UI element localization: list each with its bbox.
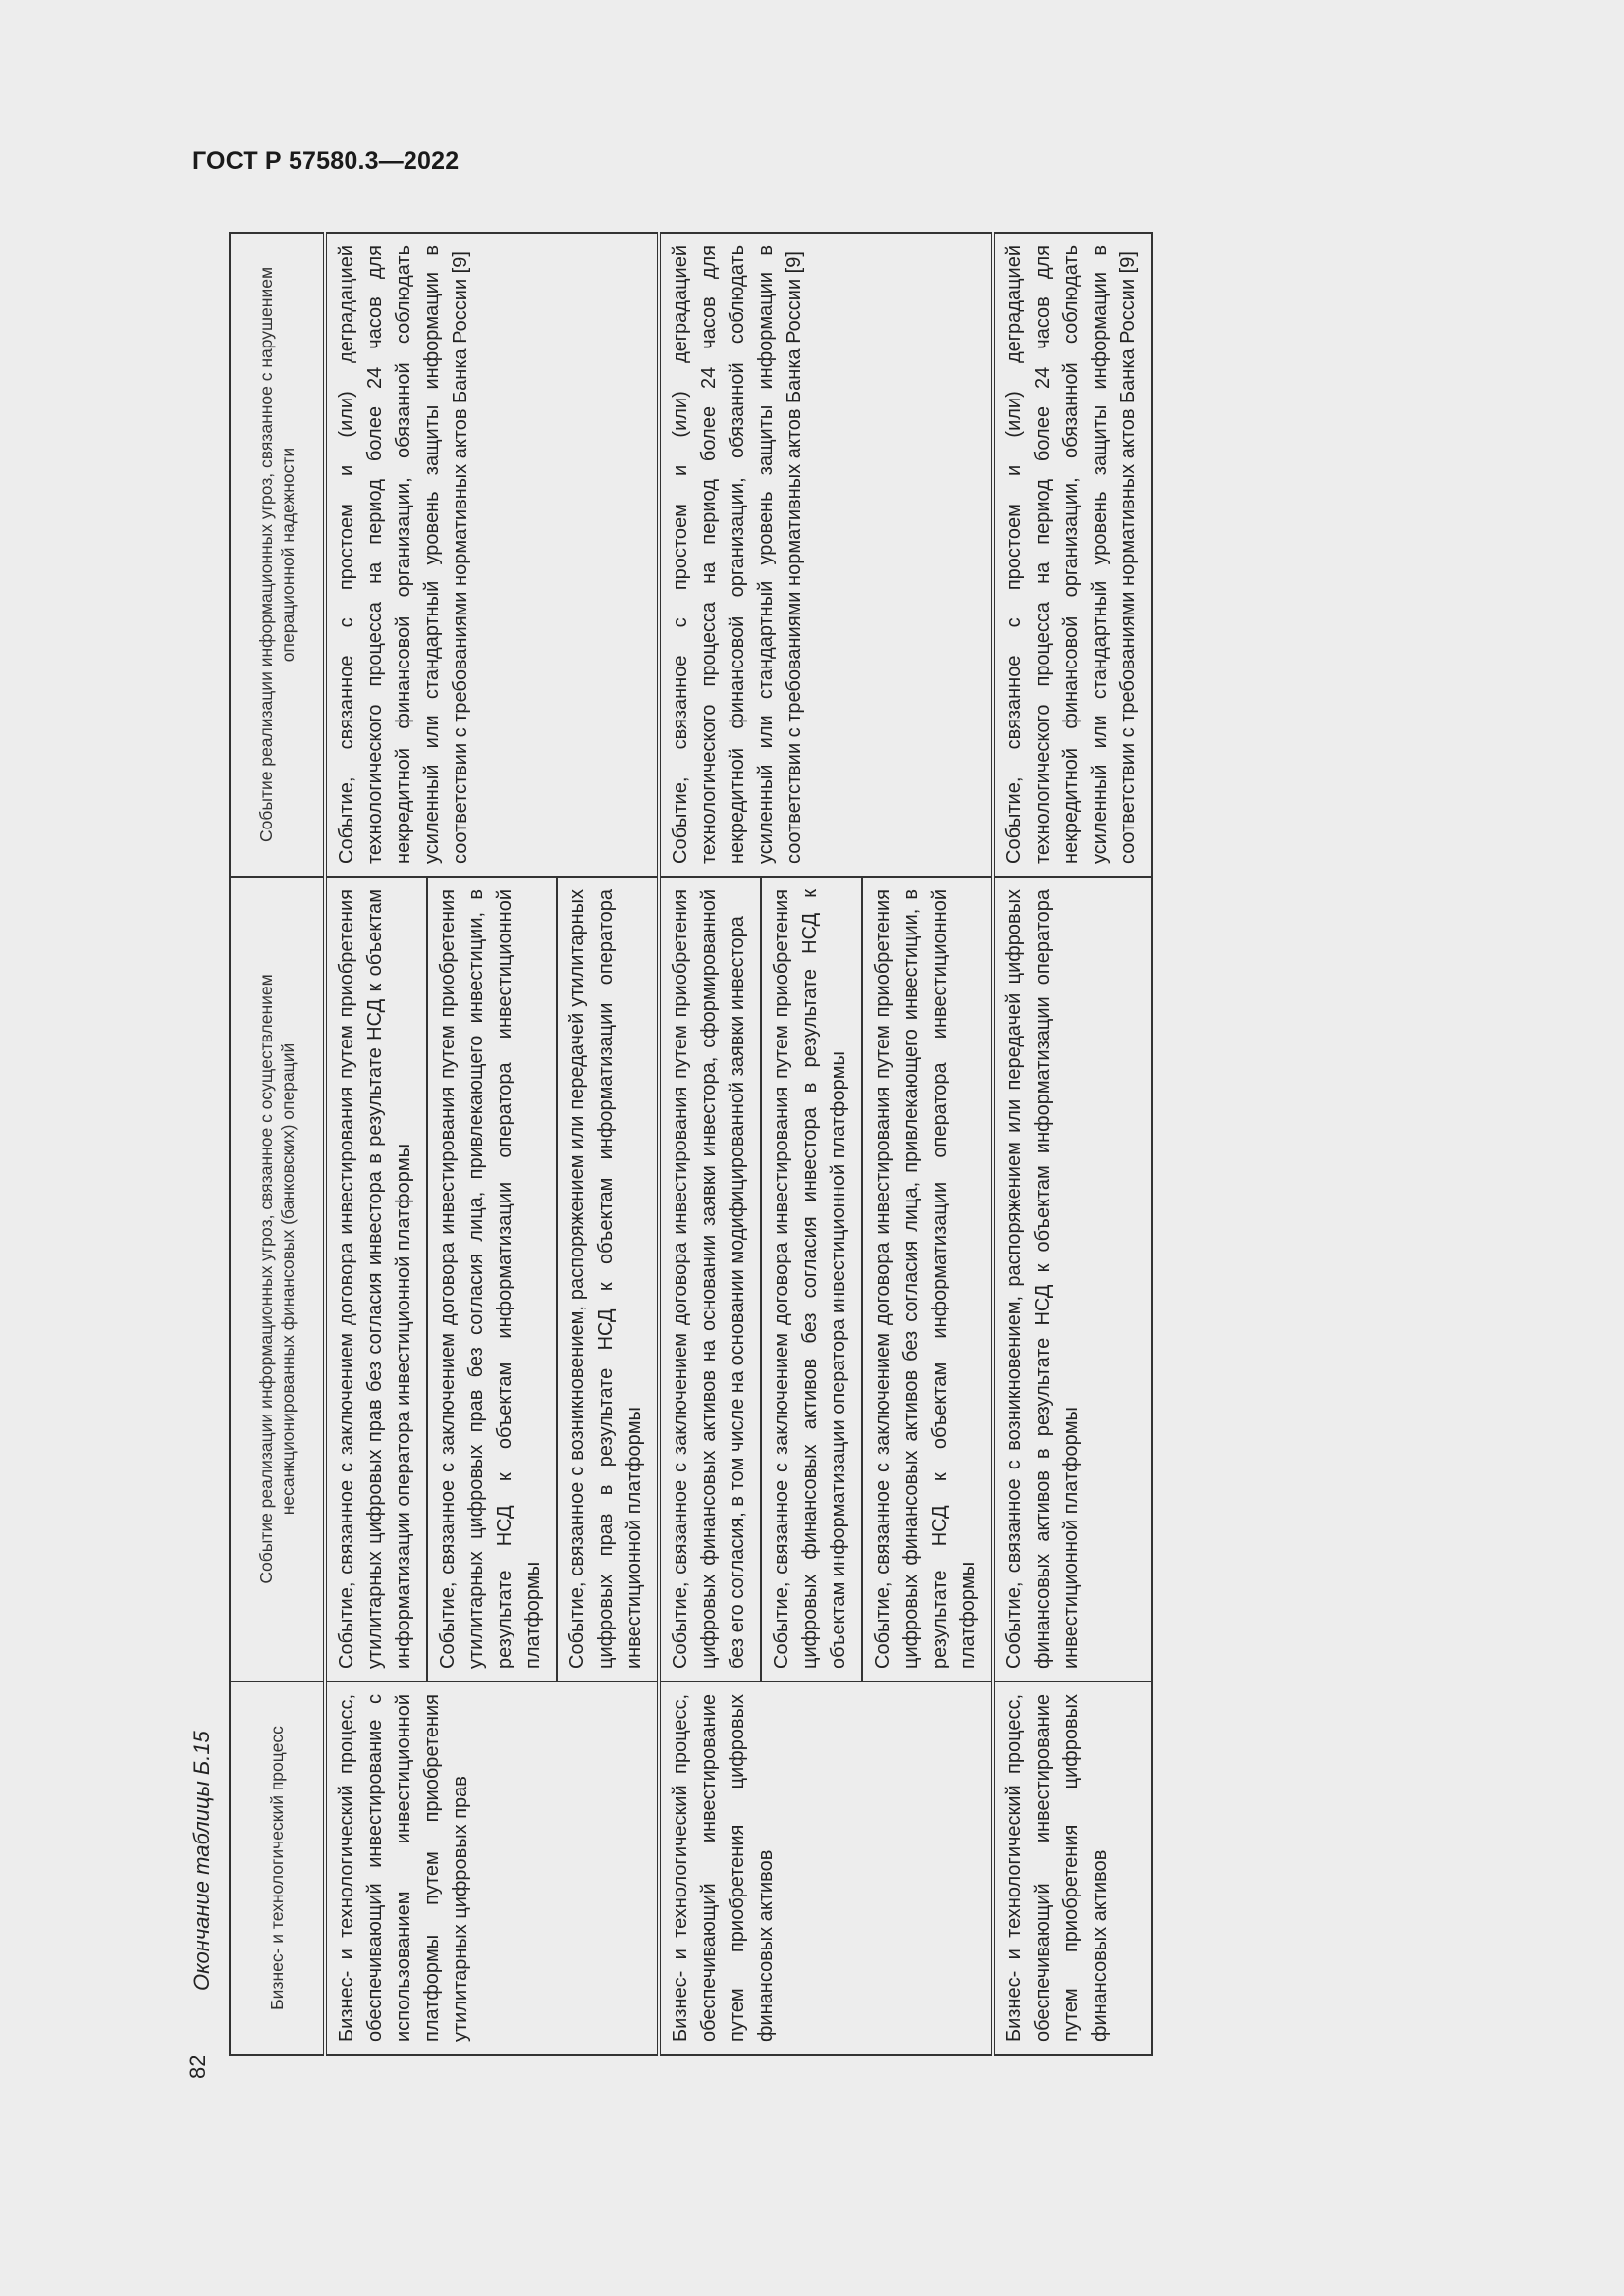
- document-header: ГОСТ Р 57580.3—2022: [192, 147, 460, 175]
- financial-event-cell: Событие, связанное с возникновением, распоряжением или передачей цифровых финансовых активов в результате НСД к объектам информатизации оператора инвестиционной платформы: [993, 877, 1152, 1682]
- table-row: [993, 233, 1152, 2055]
- reliability-event-cell: Событие, связанное с простоем и (или) деградацией технологического процесса на период более 24 часов для некредитной финансовой организации, обязанной соблюдать усиленный или стандартный уровень защиты информации в соответствии с требованиями нормативных актов Банка России [9]: [325, 233, 659, 877]
- column-header-process: Бизнес- и технологический процесс: [230, 1682, 325, 2055]
- financial-event-cell: Событие, связанное с заключением договора инвестирования путем приобретения цифровых финансовых активов без согласия инвестора в результате НСД к объектам информатизации оператора инвестиционной платформы: [761, 877, 862, 1682]
- financial-event-cell: Событие, связанное с заключением договора инвестирования путем приобретения цифровых финансовых активов на основании заявки инвестора, сформированной без его согласия, в том числе на основании модифицированной заявки инвестора: [659, 877, 761, 1682]
- process-cell: Бизнес- и технологический процесс, обеспечивающий инвестирование с использованием инвестиционной платформы путем приобретения утилитарных цифровых прав: [325, 1682, 659, 2055]
- table-header-row: [230, 233, 325, 2055]
- financial-event-cell: Событие, связанное с заключением договора инвестирования путем приобретения утилитарных цифровых прав без согласия лица, привлекающего инвестиции, в результате НСД к объектам информатизации оператора инвестиционной платформы: [427, 877, 557, 1682]
- threat-events-table: [229, 232, 1153, 2056]
- rotated-table-area: [180, 214, 1366, 2079]
- process-cell: Бизнес- и технологический процесс, обеспечивающий инвестирование путем приобретения цифровых финансовых активов: [993, 1682, 1152, 2055]
- table-row: [325, 233, 427, 2055]
- financial-event-cell: Событие, связанное с возникновением, распоряжением или передачей утилитарных цифровых прав в результате НСД к объектам информатизации оператора инвестиционной платформы: [557, 877, 659, 1682]
- column-header-reliability-events: Событие реализации информационных угроз, связанное с нарушением операционной надежности: [230, 233, 325, 877]
- process-cell: Бизнес- и технологический процесс, обеспечивающий инвестирование путем приобретения цифровых финансовых активов: [659, 1682, 993, 2055]
- table-row: [659, 233, 761, 2055]
- table-caption: Окончание таблицы Б.15: [189, 1731, 214, 1991]
- page-number: 82: [186, 2055, 210, 2079]
- reliability-event-cell: Событие, связанное с простоем и (или) деградацией технологического процесса на период более 24 часов для некредитной финансовой организации, обязанной соблюдать усиленный или стандартный уровень защиты информации в соответствии с требованиями нормативных актов Банка России [9]: [659, 233, 993, 877]
- column-header-financial-events: Событие реализации информационных угроз, связанное с осуществлением несанкционированных финансовых (банковских) операций: [230, 877, 325, 1682]
- financial-event-cell: Событие, связанное с заключением договора инвестирования путем приобретения утилитарных цифровых прав без согласия инвестора в результате НСД к объектам информатизации оператора инвестиционной платформы: [325, 877, 427, 1682]
- reliability-event-cell: Событие, связанное с простоем и (или) деградацией технологического процесса на период более 24 часов для некредитной финансовой организации, обязанной соблюдать усиленный или стандартный уровень защиты информации в соответствии с требованиями нормативных актов Банка России [9]: [993, 233, 1152, 877]
- financial-event-cell: Событие, связанное с заключением договора инвестирования путем приобретения цифровых финансовых активов без согласия лица, привлекающего инвестиции, в результате НСД к объектам информатизации оператора инвестиционной платформы: [862, 877, 993, 1682]
